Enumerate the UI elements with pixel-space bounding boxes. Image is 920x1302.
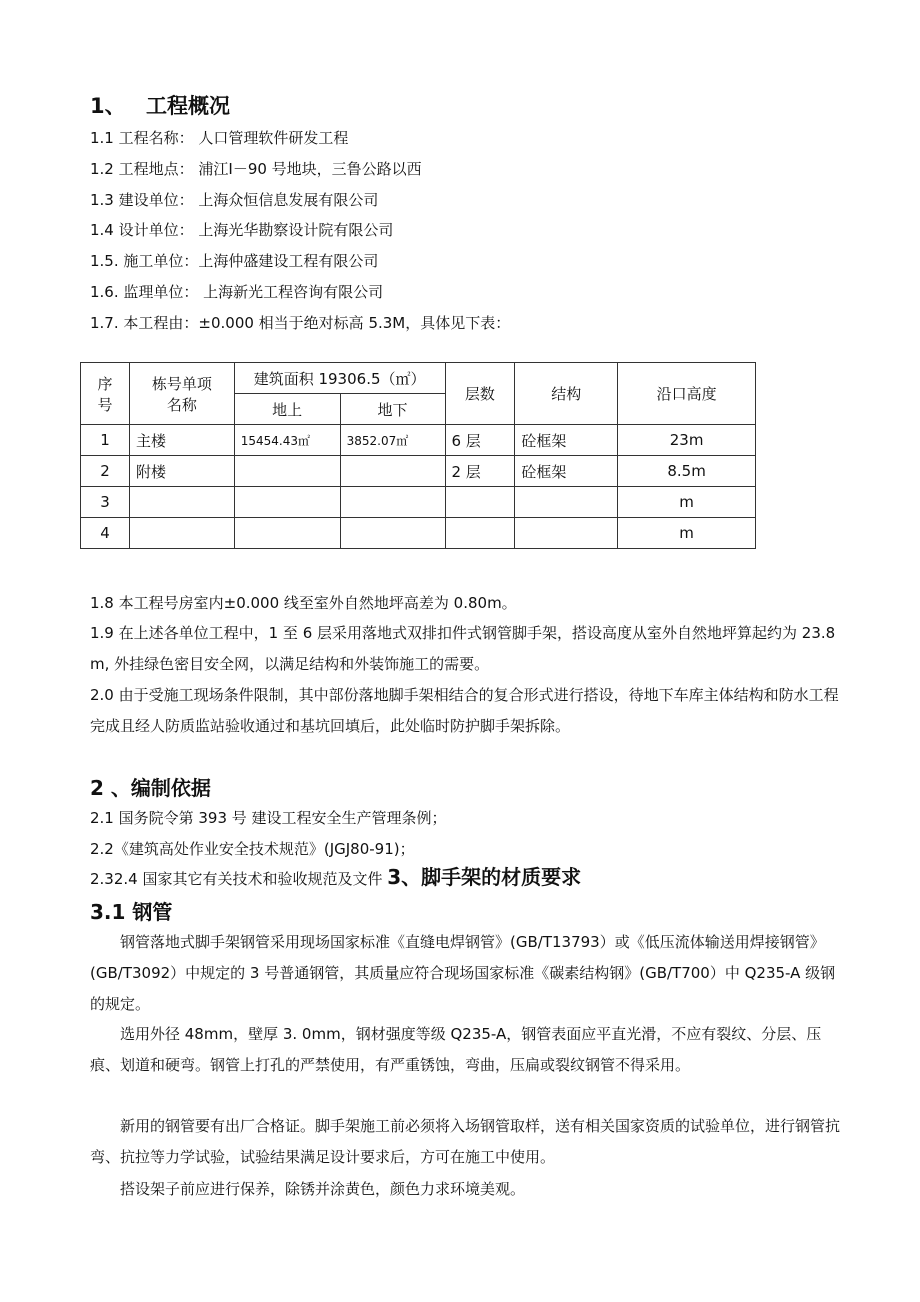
- cell-below: 3852.07㎡: [340, 425, 445, 456]
- cell-floors: [445, 487, 515, 518]
- cell-floors: 6 层: [445, 425, 515, 456]
- header-above: 地上: [234, 394, 340, 425]
- section-1-title: 工程概况: [146, 94, 230, 118]
- paragraph-3-1-d: 搭设架子前应进行保养，除锈并涂黄色，颜色力求环境美观。: [120, 1180, 526, 1198]
- cell-name: 主楼: [129, 425, 234, 456]
- item-1-4: 1.4 设计单位： 上海光华勘察设计院有限公司: [90, 221, 394, 239]
- cell-above: 15454.43㎡: [234, 425, 340, 456]
- section-3-heading: 3、脚手架的材质要求: [387, 865, 582, 889]
- item-2-1: 2.1 国务院令第 393 号 建设工程安全生产管理条例；: [90, 809, 447, 827]
- paragraph-1-8: 1.8 本工程号房室内±0.000 线至室外自然地坪高差为 0.80m。: [90, 594, 517, 612]
- item-1-1: 1.1 工程名称： 人口管理软件研发工程: [90, 129, 349, 147]
- cell-structure: [515, 487, 618, 518]
- item-2-2: 2.2《建筑高处作业安全技术规范》(JGJ80-91)；: [90, 840, 415, 858]
- paragraph-3-1-c: 新用的钢管要有出厂合格证。脚手架施工前必须将入场钢管取样，送有相关国家资质的试验单位，进行钢管抗弯、抗拉等力学试验，试验结果满足设计要求后，方可在施工中使用。: [90, 1117, 841, 1166]
- item-1-7: 1.7. 本工程由：±0.000 相当于绝对标高 5.3M，具体见下表：: [90, 314, 511, 332]
- building-table: [80, 362, 756, 549]
- header-area: 建筑面积 19306.5（㎡）: [234, 363, 445, 394]
- cell-name: [129, 518, 234, 549]
- cell-no: 4: [81, 518, 130, 549]
- cell-structure: 砼框架: [515, 425, 618, 456]
- cell-structure: [515, 518, 618, 549]
- item-2-3: [90, 866, 581, 890]
- paragraph-3-1-b: 选用外径 48mm，壁厚 3. 0mm，钢材强度等级 Q235-A，钢管表面应平直光滑，不应有裂纹、分层、压痕、划道和硬弯。钢管上打孔的严禁使用，有严重锈蚀，弯曲，压扁或裂纹钢管不得采用。: [90, 1025, 822, 1074]
- header-height: 沿口高度: [618, 363, 756, 425]
- section-1-number: 1、: [90, 94, 126, 118]
- cell-floors: 2 层: [445, 456, 515, 487]
- header-below: 地下: [340, 394, 445, 425]
- item-1-2: 1.2 工程地点： 浦江Ⅰ－90 号地块，三鲁公路以西: [90, 160, 422, 178]
- header-name-line-2: 名称: [166, 395, 197, 414]
- header-floors: 层数: [445, 363, 515, 425]
- cell-structure: 砼框架: [515, 456, 618, 487]
- paragraph-3-1-a: 钢管落地式脚手架钢管采用现场国家标准《直缝电焊钢管》(GB/T13793）或《低压流体输送用焊接钢管》(GB/T3092）中规定的 3 号普通钢管，其质量应符合现场国家标准《碳素结构钢》(GB/T700）中 Q235-A 级钢的规定。: [90, 933, 836, 1013]
- cell-floors: [445, 518, 515, 549]
- table-row: [81, 425, 756, 456]
- table-row: [81, 456, 756, 487]
- cell-above: [234, 487, 340, 518]
- cell-no: 1: [81, 425, 130, 456]
- cell-name: [129, 487, 234, 518]
- item-1-3: 1.3 建设单位： 上海众恒信息发展有限公司: [90, 191, 379, 209]
- cell-no: 3: [81, 487, 130, 518]
- cell-above: [234, 518, 340, 549]
- table-header-row: [81, 363, 756, 394]
- item-2-3-text: 2.32.4 国家其它有关技术和验收规范及文件: [90, 870, 388, 888]
- header-name-line-1: 栋号单项: [151, 374, 212, 393]
- cell-height: 8.5m: [618, 456, 756, 487]
- cell-height: m: [618, 518, 756, 549]
- cell-below: [340, 456, 445, 487]
- header-seq-line-2: 号: [97, 395, 113, 414]
- cell-name: 附楼: [129, 456, 234, 487]
- section-2-heading: 2 、编制依据: [90, 776, 211, 800]
- cell-no: 2: [81, 456, 130, 487]
- header-structure: 结构: [515, 363, 618, 425]
- cell-above: [234, 456, 340, 487]
- item-1-5: 1.5. 施工单位：上海仲盛建设工程有限公司: [90, 252, 379, 270]
- header-seq-line-1: 序: [97, 374, 113, 393]
- header-seq: [81, 363, 130, 425]
- section-3-1-heading: 3.1 钢管: [90, 900, 173, 924]
- section-1-heading: [90, 90, 230, 120]
- table-row: [81, 518, 756, 549]
- paragraph-2-0: 2.0 由于受施工现场条件限制，其中部份落地脚手架相结合的复合形式进行搭设，待地下车库主体结构和防水工程完成且经人防质监站验收通过和基坑回填后，此处临时防护脚手架拆除。: [90, 686, 839, 735]
- cell-height: m: [618, 487, 756, 518]
- header-name: [129, 363, 234, 425]
- paragraph-1-9: 1.9 在上述各单位工程中，1 至 6 层采用落地式双排扣件式钢管脚手架，搭设高度从室外自然地坪算起约为 23.8 m, 外挂绿色密目安全网，以满足结构和外装饰施工的需要。: [90, 624, 836, 673]
- table-row: [81, 487, 756, 518]
- cell-below: [340, 518, 445, 549]
- cell-height: 23m: [618, 425, 756, 456]
- item-1-6: 1.6. 监理单位： 上海新光工程咨询有限公司: [90, 283, 384, 301]
- cell-below: [340, 487, 445, 518]
